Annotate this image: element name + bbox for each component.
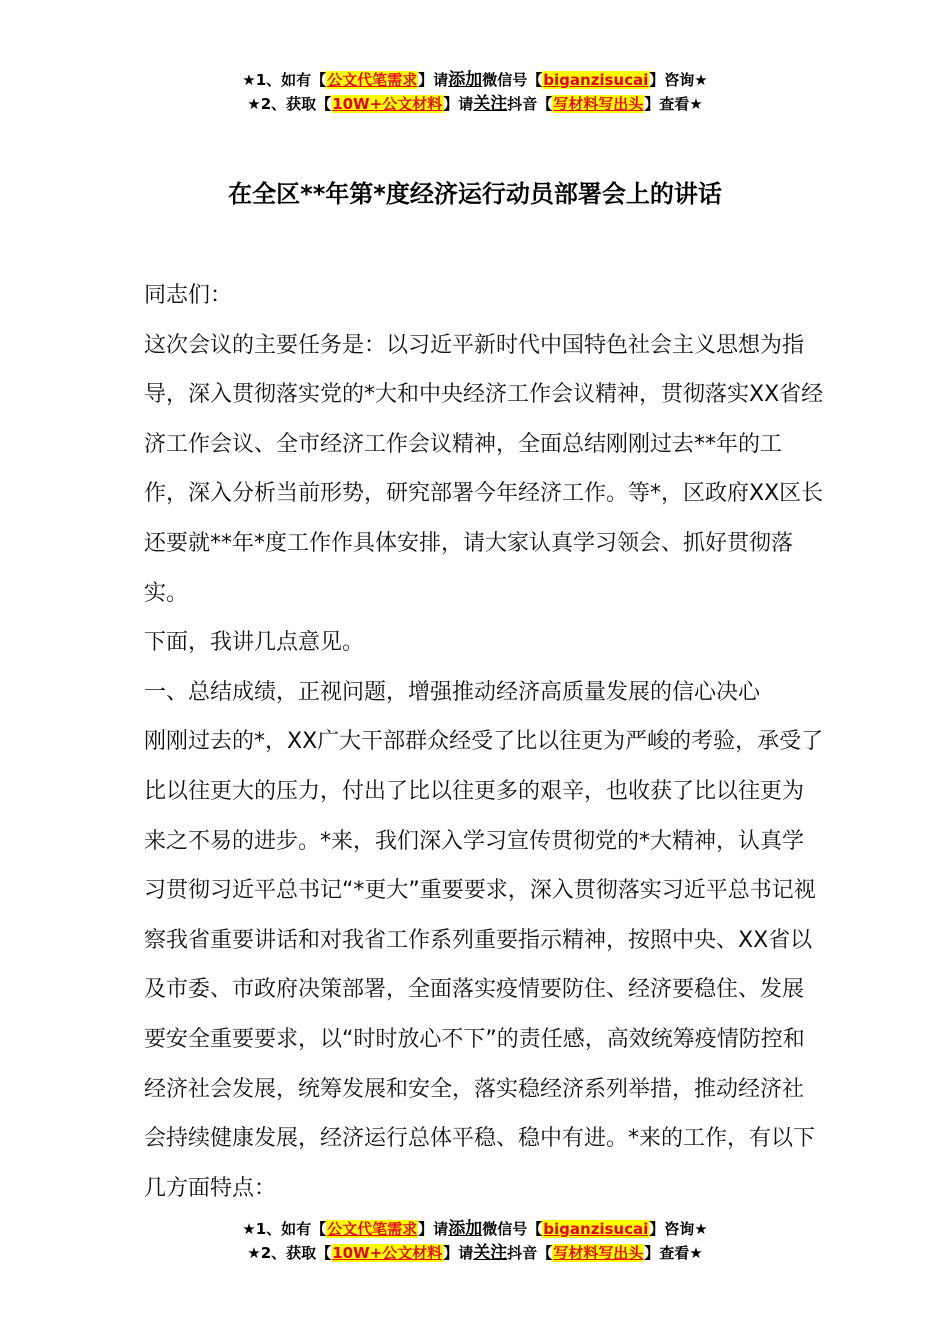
banner-text: 微信号【 [482, 71, 543, 89]
banner-emphasis: 添加 [448, 70, 483, 90]
banner-text: 抖音【 [507, 1244, 553, 1262]
highlight-wechat-id: biganzisucai [543, 71, 649, 89]
document-title: 在全区**年第*度经济运行动员部署会上的讲话 [228, 180, 722, 208]
banner-text: 】查看★ [644, 1244, 703, 1262]
banner-text: 】请 [418, 1220, 449, 1238]
banner-emphasis: 添加 [448, 1219, 483, 1239]
banner-text: ★1、如有【 [242, 71, 327, 89]
banner-line-2 [0, 1241, 950, 1265]
highlight-materials: 10W+公文材料 [332, 95, 443, 113]
banner-line-2 [0, 92, 950, 116]
banner-text: ★2、获取【 [247, 1244, 332, 1262]
banner-text: 微信号【 [482, 1220, 543, 1238]
banner-text: ★1、如有【 [242, 1220, 327, 1238]
paragraph: 刚刚过去的*，XX广大干部群众经受了比以往更为严峻的考验，承受了比以往更大的压力，付出了比以往更多的艰辛，也收获了比以往更为来之不易的进步。*来，我们深入学习宣传贯彻党的*大精神，认真学习贯彻习近平总书记“*更大”重要要求，深入贯彻落实习近平总书记视察我省重要讲话和对我省工作系列重要指示精神，按照中央、XX省以及市委、市政府决策部署，全面落实疫情要防住、经济要稳住、发展要安全重要要求，以“时时放心不下”的责任感，高效统筹疫情防控和经济社会发展，统筹发展和安全，落实稳经济系列举措，推动经济社会持续健康发展，经济运行总体平稳、稳中有进。*来的工作，有以下几方面特点： [144, 729, 824, 1201]
banner-text: 】咨询★ [649, 1220, 708, 1238]
salutation: 同志们： [144, 283, 233, 308]
banner-text: ★2、获取【 [247, 95, 332, 113]
banner-line-1 [0, 1217, 950, 1241]
highlight-service: 公文代笔需求 [327, 71, 418, 89]
banner-emphasis: 关注 [473, 1243, 508, 1263]
highlight-service: 公文代笔需求 [327, 1220, 418, 1238]
paragraph: 这次会议的主要任务是：以习近平新时代中国特色社会主义思想为指导，深入贯彻落实党的*大和中央经济工作会议精神，贯彻落实XX省经济工作会议、全市经济工作会议精神，全面总结刚刚过去**年的工作，深入分析当前形势，研究部署今年经济工作。等*，区政府XX区长还要就**年*度工作作具体安排，请大家认真学习领会、抓好贯彻落实。 [144, 332, 824, 606]
banner-text: 】请 [443, 1244, 474, 1262]
banner-text: 抖音【 [507, 95, 553, 113]
promo-banner-top [0, 68, 950, 116]
banner-text: 】查看★ [644, 95, 703, 113]
banner-text: 】咨询★ [649, 71, 708, 89]
promo-banner-bottom [0, 1217, 950, 1265]
banner-line-1 [0, 68, 950, 92]
document-body [144, 271, 824, 1213]
section-heading: 一、总结成绩，正视问题，增强推动经济高质量发展的信心决心 [144, 679, 761, 705]
highlight-wechat-id: biganzisucai [543, 1220, 649, 1238]
highlight-douyin-id: 写材料写出头 [553, 1244, 644, 1262]
paragraph: 下面，我讲几点意见。 [144, 630, 365, 656]
banner-emphasis: 关注 [473, 94, 508, 114]
highlight-materials: 10W+公文材料 [332, 1244, 443, 1262]
banner-text: 】请 [418, 71, 449, 89]
highlight-douyin-id: 写材料写出头 [553, 95, 644, 113]
banner-text: 】请 [443, 95, 474, 113]
